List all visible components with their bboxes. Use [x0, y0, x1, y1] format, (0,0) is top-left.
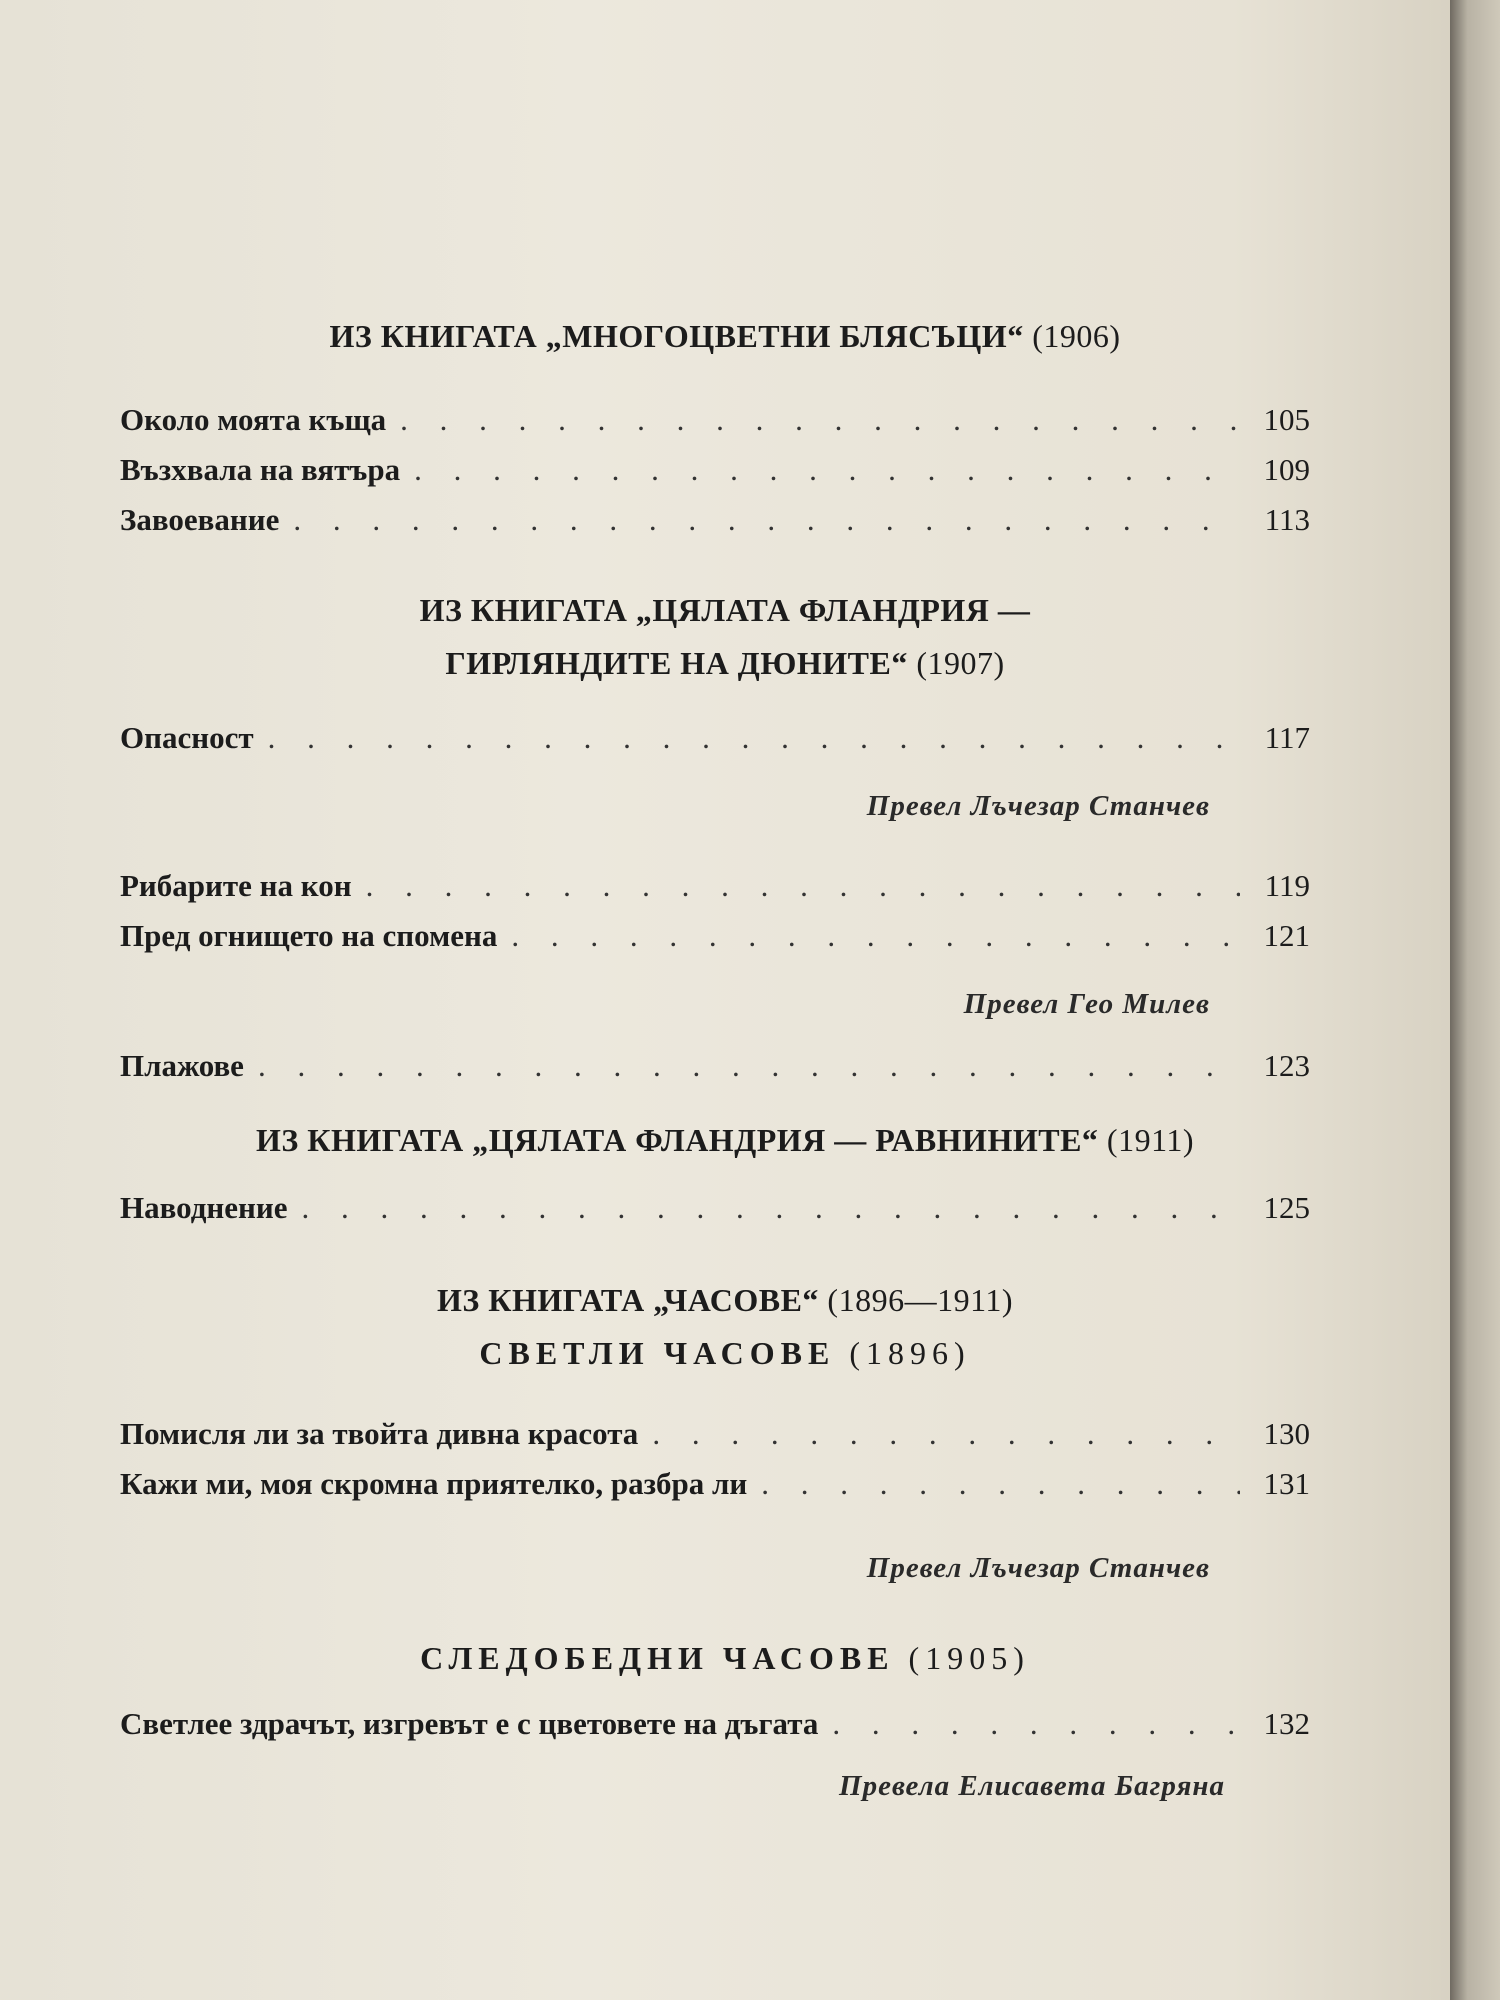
dot-leader: [302, 1190, 1240, 1226]
toc-entry[interactable]: Помисля ли за твойта дивна красота . . . 130: [120, 1416, 1310, 1456]
translator-credit: Превел Гео Милев: [963, 988, 1210, 1020]
subsection-heading-sledobedni-chasove: СЛЕДОБЕДНИ ЧАСОВЕ (1905): [420, 1640, 1030, 1676]
dot-leader: [400, 402, 1240, 438]
dot-leader: [414, 452, 1240, 488]
toc-entry[interactable]: Около моята къща . . . 105: [120, 402, 1310, 442]
dot-leader: [832, 1706, 1240, 1742]
page-edge-shadow: [1450, 0, 1500, 2000]
toc-entry[interactable]: Пред огнището на спомена . . . 121: [120, 918, 1310, 958]
dot-leader: [761, 1466, 1240, 1502]
section-heading-mnogotsvetni: ИЗ КНИГАТА „МНОГОЦВЕТНИ БЛЯСЪЦИ“ (1906): [329, 318, 1121, 354]
toc-entry[interactable]: Светлее здрачът, изгревът е с цветовете на дъгата . . . 132: [120, 1706, 1310, 1746]
toc-entry[interactable]: Кажи ми, моя скромна приятелко, разбра ли . . . 131: [120, 1466, 1310, 1506]
dot-leader: [258, 1048, 1240, 1084]
toc-entry[interactable]: Опасност . . . 117: [120, 720, 1310, 760]
dot-leader: [511, 918, 1240, 954]
subsection-heading-svetli-chasove: СВЕТЛИ ЧАСОВЕ (1896): [479, 1335, 971, 1371]
translator-credit: Превела Елисавета Багряна: [839, 1770, 1225, 1802]
toc-entry[interactable]: Рибарите на кон . . . 119: [120, 868, 1310, 908]
toc-entry[interactable]: Наводнение . . . 125: [120, 1190, 1310, 1230]
section-heading-flandriya-dyuni-line2: ГИРЛЯНДИТЕ НА ДЮНИТЕ“ (1907): [445, 645, 1005, 681]
toc-entry[interactable]: Възхвала на вятъра . . . 109: [120, 452, 1310, 492]
translator-credit: Превел Лъчезар Станчев: [866, 790, 1210, 822]
dot-leader: [652, 1416, 1240, 1452]
section-heading-flandriya-ravninite: ИЗ КНИГАТА „ЦЯЛАТА ФЛАНДРИЯ — РАВНИНИТЕ“ (1911): [255, 1122, 1195, 1158]
dot-leader: [366, 868, 1240, 904]
translator-credit: Превел Лъчезар Станчев: [866, 1552, 1210, 1584]
section-heading-flandriya-dyuni-line1: ИЗ КНИГАТА „ЦЯЛАТА ФЛАНДРИЯ —: [419, 592, 1031, 628]
dot-leader: [268, 720, 1240, 756]
dot-leader: [293, 502, 1240, 538]
toc-entry[interactable]: Завоевание . . . 113: [120, 502, 1310, 542]
section-heading-chasove: ИЗ КНИГАТА „ЧАСОВЕ“ (1896—1911): [436, 1282, 1014, 1318]
toc-entry[interactable]: Плажове . . . 123: [120, 1048, 1310, 1088]
